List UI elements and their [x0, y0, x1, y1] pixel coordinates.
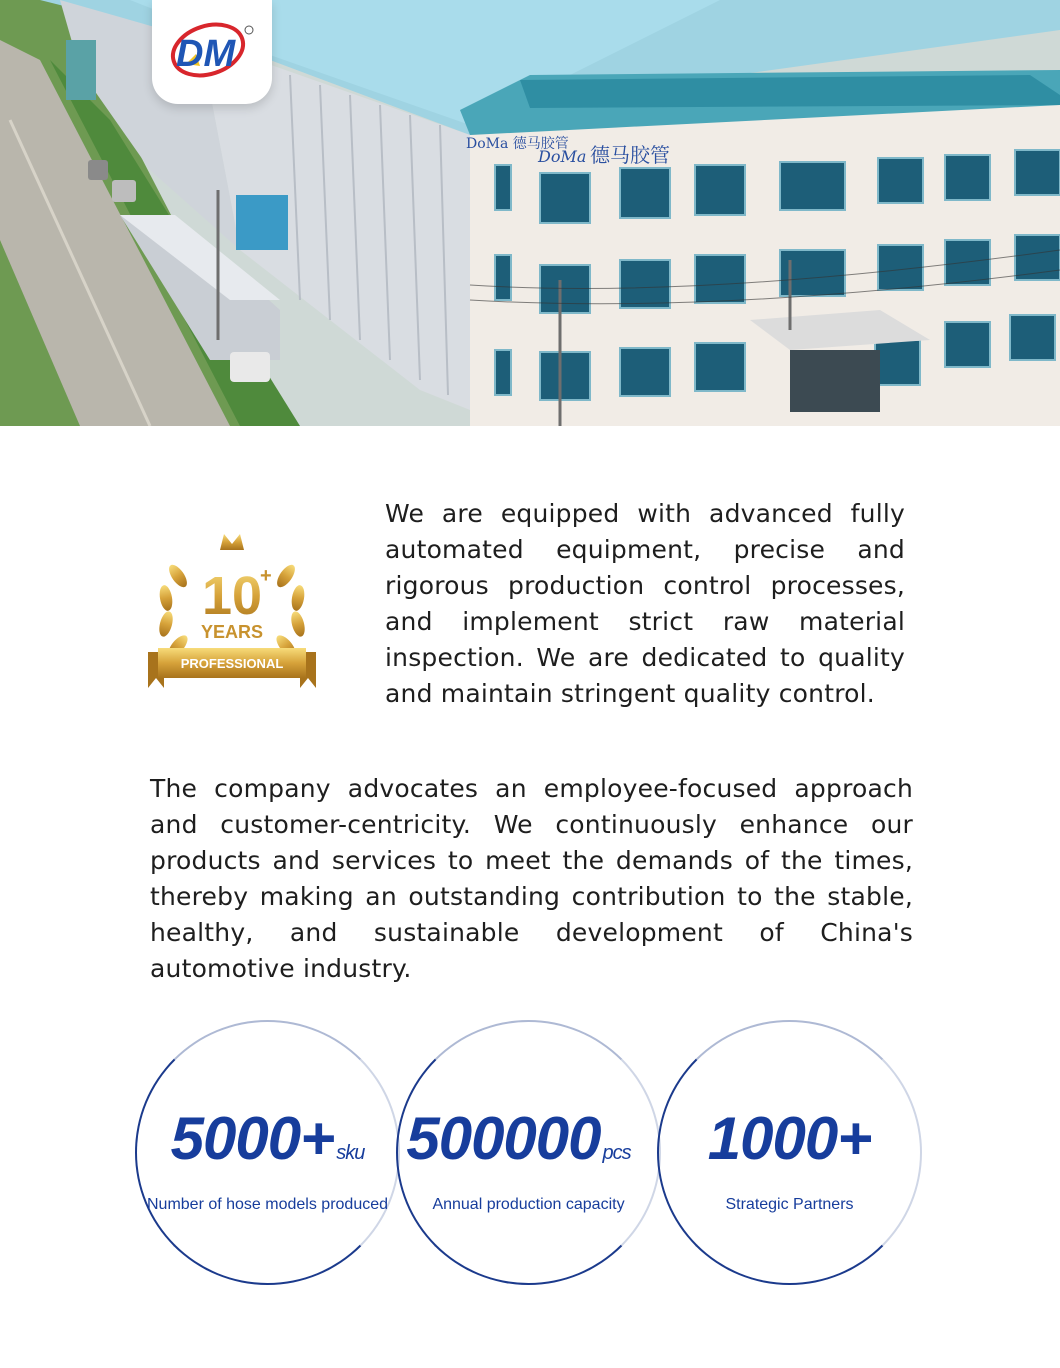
stat-value: 500000 — [406, 1105, 601, 1172]
stat-label: Strategic Partners — [725, 1196, 854, 1213]
building-sign-latin: DoMa — [538, 147, 587, 166]
building-sign-small: DoMa 德马胶管 — [466, 136, 569, 152]
badge-ribbon-text: PROFESSIONAL — [180, 656, 284, 671]
stat-label: Annual production capacity — [432, 1196, 625, 1213]
badge-years: YEARS — [200, 622, 264, 642]
stat-strategic-partners — [657, 1020, 922, 1285]
stat-value-container — [137, 1104, 398, 1173]
quality-paragraph: We are equipped with advanced fully automated equipment, precise and rigorous production control processes, and implement strict raw material inspection. We are dedicated to quality and maintain stringent quality control. — [385, 499, 905, 708]
logo-text: DM — [176, 33, 236, 75]
stat-value-container — [388, 1104, 649, 1173]
stat-value: 1000+ — [707, 1105, 872, 1172]
badge-plus: + — [260, 565, 272, 587]
dm-logo-icon — [152, 0, 272, 104]
stat-unit: pcs — [602, 1142, 631, 1164]
badge-number: 10 — [201, 566, 263, 626]
stat-label: Number of hose models produced — [146, 1196, 389, 1213]
stat-hose-models — [135, 1020, 400, 1285]
stat-value: 5000+ — [170, 1105, 335, 1172]
ten-years-professional-badge — [148, 528, 316, 692]
stat-unit: sku — [336, 1142, 365, 1164]
stat-value-container — [659, 1104, 920, 1173]
laurel-award-icon — [148, 528, 316, 692]
crown-icon — [220, 534, 244, 550]
company-logo[interactable] — [152, 0, 272, 104]
factory-hero-image — [0, 0, 1060, 426]
company-paragraph: The company advocates an employee-focused approach and customer-centricity. We continuously enhance our products and services to meet the demands of the times, thereby making an outstanding contribution to the stable, healthy, and sustainable development of China's automotive industry. — [150, 774, 913, 983]
stat-production-capacity — [396, 1020, 661, 1285]
building-sign-chinese: 德马胶管 — [590, 143, 670, 167]
